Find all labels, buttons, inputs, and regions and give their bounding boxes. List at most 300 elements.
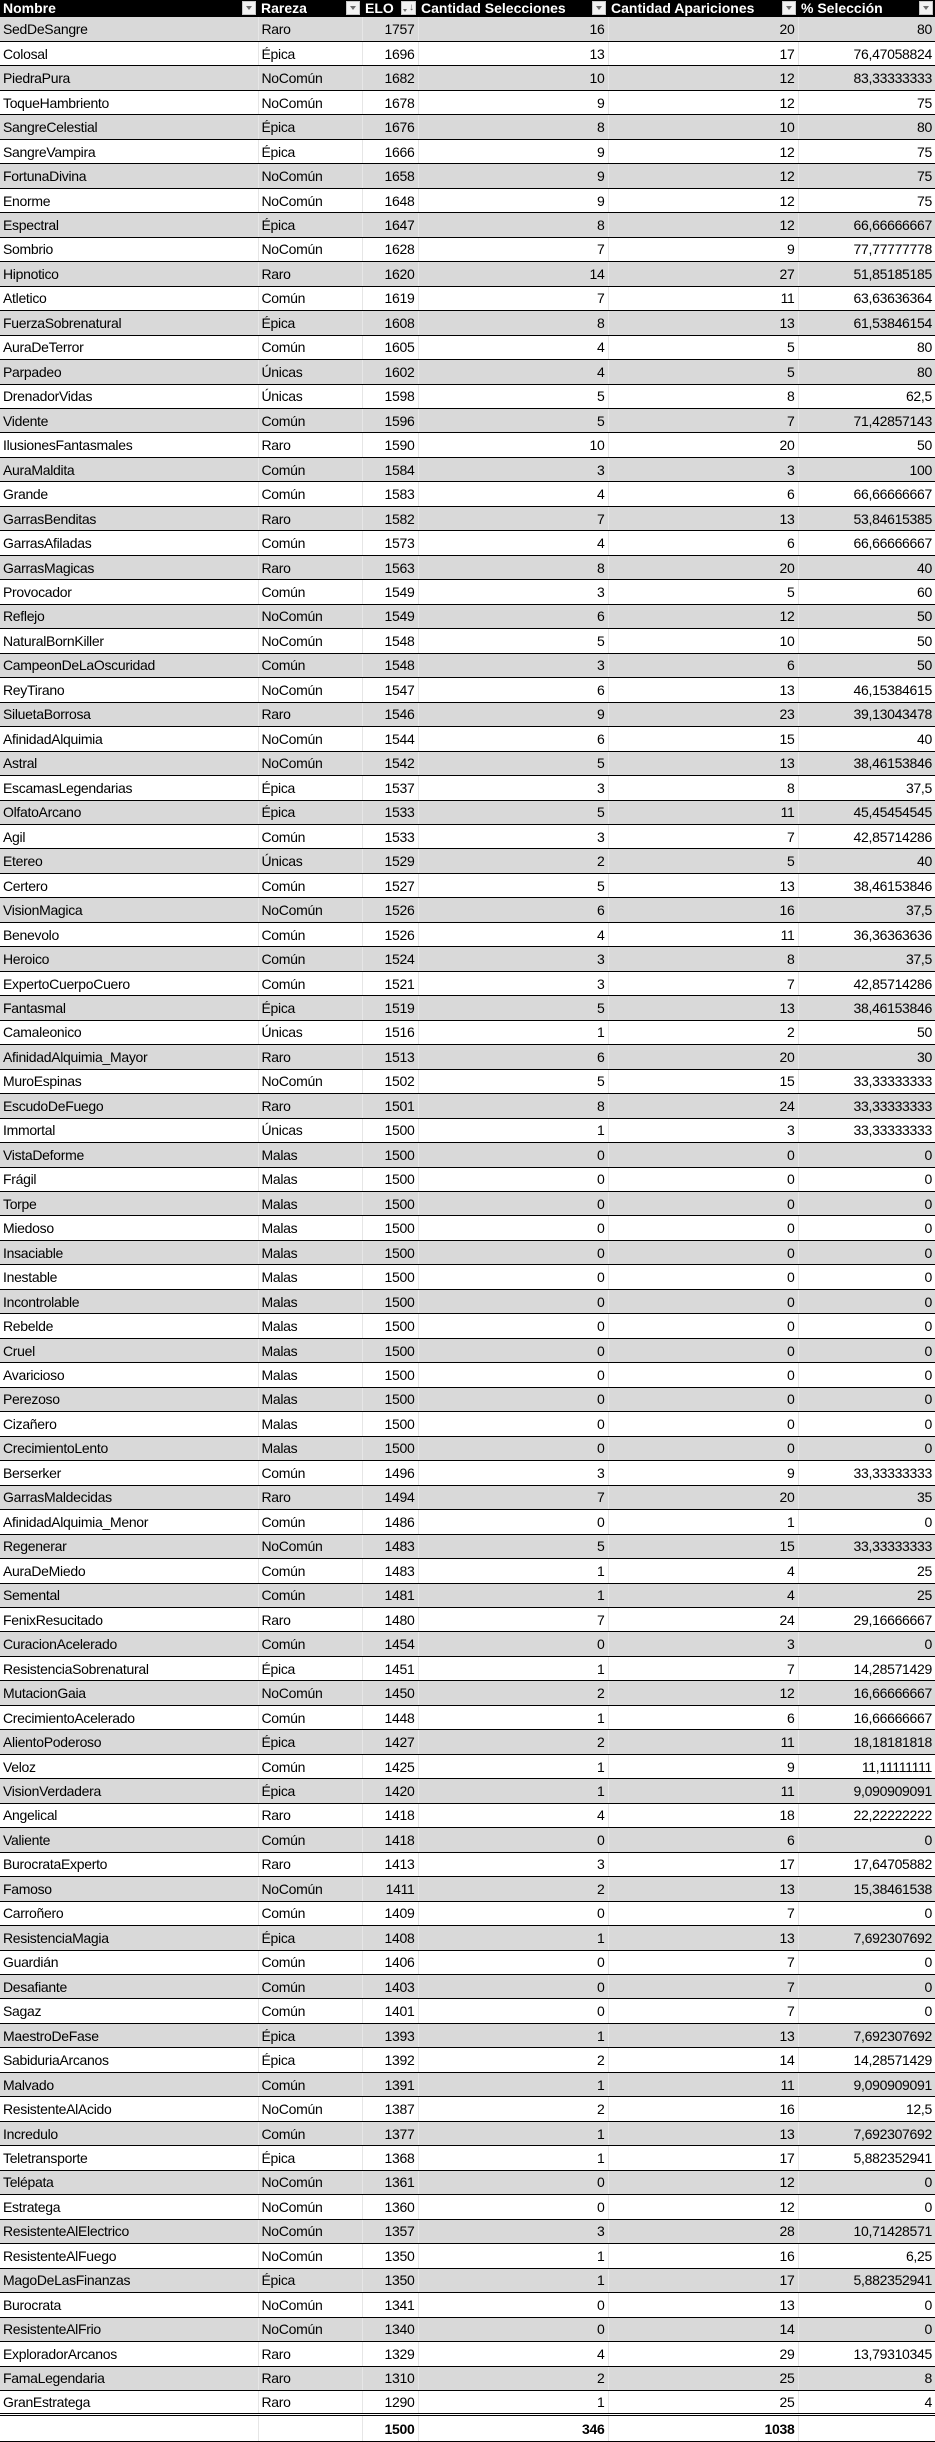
cell-nombre[interactable]: ReyTirano: [0, 678, 258, 702]
cell-porcentaje[interactable]: 38,46153846: [798, 751, 935, 775]
cell-apariciones[interactable]: 12: [608, 1681, 798, 1705]
cell-porcentaje[interactable]: 60: [798, 580, 935, 604]
cell-apariciones[interactable]: 20: [608, 555, 798, 579]
cell-apariciones[interactable]: 0: [608, 1265, 798, 1289]
cell-apariciones[interactable]: 5: [608, 335, 798, 359]
cell-rareza[interactable]: Común: [258, 1559, 362, 1583]
cell-apariciones[interactable]: 5: [608, 580, 798, 604]
cell-porcentaje[interactable]: 39,13043478: [798, 702, 935, 726]
cell-nombre[interactable]: SangreCelestial: [0, 115, 258, 139]
cell-selecciones[interactable]: 9: [418, 90, 608, 114]
header-selecciones[interactable]: [418, 0, 608, 17]
cell-apariciones[interactable]: 12: [608, 164, 798, 188]
cell-nombre[interactable]: SangreVampira: [0, 139, 258, 163]
cell-nombre[interactable]: Enorme: [0, 188, 258, 212]
cell-rareza[interactable]: Épica: [258, 1730, 362, 1754]
cell-nombre[interactable]: ExpertoCuerpoCuero: [0, 971, 258, 995]
cell-apariciones[interactable]: 1: [608, 1510, 798, 1534]
cell-selecciones[interactable]: 0: [418, 1240, 608, 1264]
cell-elo[interactable]: 1757: [362, 17, 418, 41]
cell-elo[interactable]: 1547: [362, 678, 418, 702]
cell-porcentaje[interactable]: 0: [798, 1950, 935, 1974]
filter-dropdown-icon[interactable]: [592, 1, 606, 15]
cell-rareza[interactable]: Malas: [258, 1143, 362, 1167]
cell-elo[interactable]: 1409: [362, 1901, 418, 1925]
cell-rareza[interactable]: Común: [258, 580, 362, 604]
cell-apariciones[interactable]: 15: [608, 1069, 798, 1093]
cell-elo[interactable]: 1647: [362, 213, 418, 237]
cell-selecciones[interactable]: 5: [418, 873, 608, 897]
cell-elo[interactable]: 1526: [362, 898, 418, 922]
cell-apariciones[interactable]: 12: [608, 604, 798, 628]
cell-rareza[interactable]: Raro: [258, 1852, 362, 1876]
cell-selecciones[interactable]: 1: [418, 2390, 608, 2414]
cell-rareza[interactable]: Épica: [258, 1926, 362, 1950]
cell-elo[interactable]: 1500: [362, 1387, 418, 1411]
cell-nombre[interactable]: Astral: [0, 751, 258, 775]
cell-apariciones[interactable]: 0: [608, 1338, 798, 1362]
cell-porcentaje[interactable]: 30: [798, 1045, 935, 1069]
cell-apariciones[interactable]: 12: [608, 213, 798, 237]
cell-nombre[interactable]: SabiduriaArcanos: [0, 2048, 258, 2072]
cell-porcentaje[interactable]: 40: [798, 849, 935, 873]
cell-elo[interactable]: 1542: [362, 751, 418, 775]
cell-selecciones[interactable]: 4: [418, 531, 608, 555]
filter-dropdown-icon[interactable]: [919, 1, 933, 15]
cell-rareza[interactable]: Común: [258, 1828, 362, 1852]
cell-nombre[interactable]: Regenerar: [0, 1534, 258, 1558]
cell-selecciones[interactable]: 5: [418, 409, 608, 433]
cell-porcentaje[interactable]: 46,15384615: [798, 678, 935, 702]
cell-apariciones[interactable]: 0: [608, 1314, 798, 1338]
cell-nombre[interactable]: Sagaz: [0, 1999, 258, 2023]
cell-rareza[interactable]: Malas: [258, 1363, 362, 1387]
cell-elo[interactable]: 1590: [362, 433, 418, 457]
cell-rareza[interactable]: NoComún: [258, 898, 362, 922]
cell-selecciones[interactable]: 0: [418, 1265, 608, 1289]
cell-rareza[interactable]: Épica: [258, 2268, 362, 2292]
cell-porcentaje[interactable]: 75: [798, 90, 935, 114]
cell-rareza[interactable]: Raro: [258, 433, 362, 457]
header-nombre[interactable]: [0, 0, 258, 17]
cell-selecciones[interactable]: 3: [418, 947, 608, 971]
cell-apariciones[interactable]: 7: [608, 1950, 798, 1974]
cell-rareza[interactable]: NoComún: [258, 2195, 362, 2219]
cell-nombre[interactable]: AuraMaldita: [0, 457, 258, 481]
cell-apariciones[interactable]: 13: [608, 1926, 798, 1950]
cell-apariciones[interactable]: 3: [608, 1118, 798, 1142]
cell-rareza[interactable]: Únicas: [258, 360, 362, 384]
filter-dropdown-icon[interactable]: [782, 1, 796, 15]
cell-rareza[interactable]: Raro: [258, 1045, 362, 1069]
cell-nombre[interactable]: BurocrataExperto: [0, 1852, 258, 1876]
cell-selecciones[interactable]: 5: [418, 800, 608, 824]
cell-rareza[interactable]: Raro: [258, 1607, 362, 1631]
cell-elo[interactable]: 1368: [362, 2146, 418, 2170]
cell-nombre[interactable]: Torpe: [0, 1192, 258, 1216]
cell-rareza[interactable]: Malas: [258, 1167, 362, 1191]
cell-nombre[interactable]: ResistenteAlFuego: [0, 2244, 258, 2268]
cell-porcentaje[interactable]: 80: [798, 115, 935, 139]
cell-rareza[interactable]: NoComún: [258, 727, 362, 751]
cell-selecciones[interactable]: 13: [418, 41, 608, 65]
cell-rareza[interactable]: NoComún: [258, 1069, 362, 1093]
cell-rareza[interactable]: Malas: [258, 1412, 362, 1436]
cell-rareza[interactable]: NoComún: [258, 237, 362, 261]
cell-apariciones[interactable]: 16: [608, 898, 798, 922]
cell-selecciones[interactable]: 6: [418, 1045, 608, 1069]
cell-selecciones[interactable]: 3: [418, 2219, 608, 2243]
cell-selecciones[interactable]: 3: [418, 824, 608, 848]
cell-elo[interactable]: 1533: [362, 800, 418, 824]
cell-rareza[interactable]: Común: [258, 824, 362, 848]
cell-apariciones[interactable]: 5: [608, 360, 798, 384]
cell-rareza[interactable]: Raro: [258, 262, 362, 286]
cell-elo[interactable]: 1584: [362, 457, 418, 481]
cell-rareza[interactable]: Únicas: [258, 1020, 362, 1044]
cell-elo[interactable]: 1393: [362, 2023, 418, 2047]
cell-porcentaje[interactable]: 0: [798, 1510, 935, 1534]
cell-selecciones[interactable]: 3: [418, 1461, 608, 1485]
cell-nombre[interactable]: Angelical: [0, 1803, 258, 1827]
cell-rareza[interactable]: NoComún: [258, 2097, 362, 2121]
cell-elo[interactable]: 1583: [362, 482, 418, 506]
cell-apariciones[interactable]: 7: [608, 1901, 798, 1925]
cell-rareza[interactable]: NoComún: [258, 2293, 362, 2317]
cell-porcentaje[interactable]: 53,84615385: [798, 506, 935, 530]
cell-selecciones[interactable]: 8: [418, 311, 608, 335]
cell-elo[interactable]: 1377: [362, 2121, 418, 2145]
cell-elo[interactable]: 1548: [362, 653, 418, 677]
cell-porcentaje[interactable]: 66,66666667: [798, 213, 935, 237]
cell-porcentaje[interactable]: 51,85185185: [798, 262, 935, 286]
cell-nombre[interactable]: Etereo: [0, 849, 258, 873]
cell-porcentaje[interactable]: 7,692307692: [798, 2121, 935, 2145]
cell-elo[interactable]: 1486: [362, 1510, 418, 1534]
cell-rareza[interactable]: NoComún: [258, 629, 362, 653]
cell-elo[interactable]: 1418: [362, 1803, 418, 1827]
cell-porcentaje[interactable]: 40: [798, 727, 935, 751]
cell-rareza[interactable]: Común: [258, 2121, 362, 2145]
cell-apariciones[interactable]: 9: [608, 1754, 798, 1778]
cell-nombre[interactable]: Estratega: [0, 2195, 258, 2219]
cell-elo[interactable]: 1501: [362, 1094, 418, 1118]
sort-descending-icon[interactable]: ↓: [401, 1, 416, 15]
cell-porcentaje[interactable]: 0: [798, 2293, 935, 2317]
cell-elo[interactable]: 1549: [362, 580, 418, 604]
cell-selecciones[interactable]: 9: [418, 139, 608, 163]
cell-nombre[interactable]: Malvado: [0, 2072, 258, 2096]
cell-selecciones[interactable]: 3: [418, 457, 608, 481]
cell-porcentaje[interactable]: 35: [798, 1485, 935, 1509]
cell-porcentaje[interactable]: 75: [798, 164, 935, 188]
cell-elo[interactable]: 1310: [362, 2366, 418, 2390]
cell-rareza[interactable]: Raro: [258, 1803, 362, 1827]
cell-selecciones[interactable]: 1: [418, 1779, 608, 1803]
cell-porcentaje[interactable]: 50: [798, 653, 935, 677]
cell-rareza[interactable]: Común: [258, 457, 362, 481]
cell-porcentaje[interactable]: 77,77777778: [798, 237, 935, 261]
cell-apariciones[interactable]: 0: [608, 1216, 798, 1240]
cell-elo[interactable]: 1519: [362, 996, 418, 1020]
cell-nombre[interactable]: Cruel: [0, 1338, 258, 1362]
cell-elo[interactable]: 1563: [362, 555, 418, 579]
cell-rareza[interactable]: NoComún: [258, 604, 362, 628]
cell-porcentaje[interactable]: 5,882352941: [798, 2268, 935, 2292]
total-rareza[interactable]: [258, 2415, 362, 2442]
cell-nombre[interactable]: Vidente: [0, 409, 258, 433]
cell-rareza[interactable]: NoComún: [258, 66, 362, 90]
cell-elo[interactable]: 1500: [362, 1192, 418, 1216]
header-apariciones[interactable]: [608, 0, 798, 17]
cell-porcentaje[interactable]: 75: [798, 139, 935, 163]
cell-apariciones[interactable]: 18: [608, 1803, 798, 1827]
cell-apariciones[interactable]: 25: [608, 2390, 798, 2414]
cell-selecciones[interactable]: 0: [418, 1412, 608, 1436]
cell-porcentaje[interactable]: 29,16666667: [798, 1607, 935, 1631]
cell-apariciones[interactable]: 20: [608, 1045, 798, 1069]
header-elo[interactable]: [362, 0, 418, 17]
cell-selecciones[interactable]: 8: [418, 1094, 608, 1118]
cell-rareza[interactable]: Malas: [258, 1240, 362, 1264]
cell-nombre[interactable]: DrenadorVidas: [0, 384, 258, 408]
cell-nombre[interactable]: MagoDeLasFinanzas: [0, 2268, 258, 2292]
cell-porcentaje[interactable]: 0: [798, 1143, 935, 1167]
cell-selecciones[interactable]: 0: [418, 1436, 608, 1460]
cell-elo[interactable]: 1527: [362, 873, 418, 897]
cell-porcentaje[interactable]: 0: [798, 1240, 935, 1264]
cell-selecciones[interactable]: 7: [418, 286, 608, 310]
cell-elo[interactable]: 1500: [362, 1216, 418, 1240]
cell-selecciones[interactable]: 4: [418, 482, 608, 506]
cell-nombre[interactable]: MuroEspinas: [0, 1069, 258, 1093]
cell-porcentaje[interactable]: 80: [798, 17, 935, 41]
cell-nombre[interactable]: Atletico: [0, 286, 258, 310]
cell-selecciones[interactable]: 5: [418, 629, 608, 653]
cell-selecciones[interactable]: 1: [418, 1754, 608, 1778]
total-nombre[interactable]: [0, 2415, 258, 2442]
cell-apariciones[interactable]: 12: [608, 2170, 798, 2194]
cell-apariciones[interactable]: 3: [608, 1632, 798, 1656]
cell-elo[interactable]: 1425: [362, 1754, 418, 1778]
cell-elo[interactable]: 1500: [362, 1240, 418, 1264]
cell-apariciones[interactable]: 0: [608, 1167, 798, 1191]
cell-nombre[interactable]: Burocrata: [0, 2293, 258, 2317]
cell-rareza[interactable]: Común: [258, 873, 362, 897]
cell-apariciones[interactable]: 7: [608, 971, 798, 995]
cell-porcentaje[interactable]: 62,5: [798, 384, 935, 408]
cell-elo[interactable]: 1481: [362, 1583, 418, 1607]
cell-elo[interactable]: 1529: [362, 849, 418, 873]
cell-porcentaje[interactable]: 0: [798, 2317, 935, 2341]
cell-nombre[interactable]: AuraDeTerror: [0, 335, 258, 359]
cell-elo[interactable]: 1391: [362, 2072, 418, 2096]
cell-nombre[interactable]: GarrasAfiladas: [0, 531, 258, 555]
cell-elo[interactable]: 1573: [362, 531, 418, 555]
cell-selecciones[interactable]: 1: [418, 2146, 608, 2170]
cell-porcentaje[interactable]: 25: [798, 1583, 935, 1607]
cell-selecciones[interactable]: 8: [418, 115, 608, 139]
cell-nombre[interactable]: Agil: [0, 824, 258, 848]
cell-rareza[interactable]: Común: [258, 1999, 362, 2023]
cell-selecciones[interactable]: 0: [418, 1975, 608, 1999]
cell-elo[interactable]: 1392: [362, 2048, 418, 2072]
cell-nombre[interactable]: Telépata: [0, 2170, 258, 2194]
cell-selecciones[interactable]: 4: [418, 1803, 608, 1827]
cell-rareza[interactable]: Épica: [258, 2146, 362, 2170]
filter-dropdown-icon[interactable]: [242, 1, 256, 15]
cell-elo[interactable]: 1513: [362, 1045, 418, 1069]
cell-porcentaje[interactable]: 80: [798, 360, 935, 384]
cell-apariciones[interactable]: 13: [608, 506, 798, 530]
cell-apariciones[interactable]: 12: [608, 90, 798, 114]
cell-apariciones[interactable]: 16: [608, 2097, 798, 2121]
cell-porcentaje[interactable]: 61,53846154: [798, 311, 935, 335]
cell-porcentaje[interactable]: 0: [798, 1289, 935, 1313]
cell-elo[interactable]: 1406: [362, 1950, 418, 1974]
cell-nombre[interactable]: Frágil: [0, 1167, 258, 1191]
cell-elo[interactable]: 1418: [362, 1828, 418, 1852]
cell-nombre[interactable]: SedDeSangre: [0, 17, 258, 41]
cell-selecciones[interactable]: 0: [418, 2195, 608, 2219]
total-apariciones[interactable]: 1038: [608, 2415, 798, 2442]
cell-selecciones[interactable]: 16: [418, 17, 608, 41]
cell-nombre[interactable]: FamaLegendaria: [0, 2366, 258, 2390]
cell-nombre[interactable]: Insaciable: [0, 1240, 258, 1264]
cell-elo[interactable]: 1403: [362, 1975, 418, 1999]
cell-apariciones[interactable]: 6: [608, 531, 798, 555]
cell-apariciones[interactable]: 9: [608, 1461, 798, 1485]
cell-selecciones[interactable]: 9: [418, 164, 608, 188]
cell-porcentaje[interactable]: 25: [798, 1559, 935, 1583]
cell-rareza[interactable]: Raro: [258, 1094, 362, 1118]
cell-apariciones[interactable]: 17: [608, 41, 798, 65]
cell-elo[interactable]: 1521: [362, 971, 418, 995]
cell-nombre[interactable]: OlfatoArcano: [0, 800, 258, 824]
cell-porcentaje[interactable]: 0: [798, 1901, 935, 1925]
cell-elo[interactable]: 1357: [362, 2219, 418, 2243]
cell-selecciones[interactable]: 9: [418, 188, 608, 212]
cell-rareza[interactable]: NoComún: [258, 751, 362, 775]
cell-selecciones[interactable]: 6: [418, 678, 608, 702]
cell-rareza[interactable]: Malas: [258, 1338, 362, 1362]
cell-selecciones[interactable]: 1: [418, 2244, 608, 2268]
cell-elo[interactable]: 1500: [362, 1314, 418, 1338]
cell-apariciones[interactable]: 17: [608, 2146, 798, 2170]
cell-selecciones[interactable]: 0: [418, 1338, 608, 1362]
cell-apariciones[interactable]: 24: [608, 1607, 798, 1631]
cell-selecciones[interactable]: 2: [418, 2097, 608, 2121]
cell-nombre[interactable]: Heroico: [0, 947, 258, 971]
cell-nombre[interactable]: Fantasmal: [0, 996, 258, 1020]
cell-rareza[interactable]: Común: [258, 2072, 362, 2096]
cell-apariciones[interactable]: 13: [608, 678, 798, 702]
cell-rareza[interactable]: Común: [258, 1461, 362, 1485]
cell-nombre[interactable]: Inestable: [0, 1265, 258, 1289]
cell-nombre[interactable]: CampeonDeLaOscuridad: [0, 653, 258, 677]
cell-selecciones[interactable]: 1: [418, 1559, 608, 1583]
cell-rareza[interactable]: NoComún: [258, 90, 362, 114]
cell-porcentaje[interactable]: 45,45454545: [798, 800, 935, 824]
cell-porcentaje[interactable]: 8: [798, 2366, 935, 2390]
cell-rareza[interactable]: NoComún: [258, 2317, 362, 2341]
cell-elo[interactable]: 1500: [362, 1265, 418, 1289]
cell-apariciones[interactable]: 2: [608, 1020, 798, 1044]
cell-porcentaje[interactable]: 0: [798, 1828, 935, 1852]
cell-selecciones[interactable]: 3: [418, 580, 608, 604]
cell-porcentaje[interactable]: 16,66666667: [798, 1705, 935, 1729]
cell-elo[interactable]: 1682: [362, 66, 418, 90]
cell-porcentaje[interactable]: 33,33333333: [798, 1118, 935, 1142]
cell-apariciones[interactable]: 7: [608, 409, 798, 433]
cell-apariciones[interactable]: 23: [608, 702, 798, 726]
cell-nombre[interactable]: Famoso: [0, 1877, 258, 1901]
cell-nombre[interactable]: AuraDeMiedo: [0, 1559, 258, 1583]
cell-apariciones[interactable]: 4: [608, 1559, 798, 1583]
cell-rareza[interactable]: Épica: [258, 311, 362, 335]
cell-elo[interactable]: 1537: [362, 776, 418, 800]
cell-elo[interactable]: 1500: [362, 1143, 418, 1167]
cell-porcentaje[interactable]: 42,85714286: [798, 971, 935, 995]
cell-elo[interactable]: 1605: [362, 335, 418, 359]
cell-rareza[interactable]: Raro: [258, 702, 362, 726]
cell-porcentaje[interactable]: 36,36363636: [798, 922, 935, 946]
cell-nombre[interactable]: ResistenciaMagia: [0, 1926, 258, 1950]
total-porcentaje[interactable]: [798, 2415, 935, 2442]
cell-apariciones[interactable]: 11: [608, 800, 798, 824]
cell-porcentaje[interactable]: 100: [798, 457, 935, 481]
cell-selecciones[interactable]: 14: [418, 262, 608, 286]
cell-elo[interactable]: 1549: [362, 604, 418, 628]
cell-elo[interactable]: 1546: [362, 702, 418, 726]
cell-rareza[interactable]: Épica: [258, 115, 362, 139]
cell-selecciones[interactable]: 0: [418, 1314, 608, 1338]
cell-nombre[interactable]: MaestroDeFase: [0, 2023, 258, 2047]
cell-rareza[interactable]: Común: [258, 947, 362, 971]
cell-elo[interactable]: 1360: [362, 2195, 418, 2219]
cell-apariciones[interactable]: 13: [608, 2121, 798, 2145]
cell-elo[interactable]: 1524: [362, 947, 418, 971]
cell-rareza[interactable]: Épica: [258, 800, 362, 824]
cell-elo[interactable]: 1696: [362, 41, 418, 65]
cell-nombre[interactable]: Immortal: [0, 1118, 258, 1142]
cell-selecciones[interactable]: 2: [418, 849, 608, 873]
cell-selecciones[interactable]: 0: [418, 2317, 608, 2341]
cell-apariciones[interactable]: 11: [608, 2072, 798, 2096]
cell-porcentaje[interactable]: 16,66666667: [798, 1681, 935, 1705]
cell-nombre[interactable]: Carroñero: [0, 1901, 258, 1925]
cell-apariciones[interactable]: 13: [608, 996, 798, 1020]
cell-apariciones[interactable]: 11: [608, 1779, 798, 1803]
cell-elo[interactable]: 1341: [362, 2293, 418, 2317]
cell-selecciones[interactable]: 1: [418, 2268, 608, 2292]
cell-elo[interactable]: 1666: [362, 139, 418, 163]
cell-rareza[interactable]: Únicas: [258, 849, 362, 873]
cell-porcentaje[interactable]: 0: [798, 1338, 935, 1362]
cell-elo[interactable]: 1496: [362, 1461, 418, 1485]
cell-elo[interactable]: 1411: [362, 1877, 418, 1901]
cell-selecciones[interactable]: 8: [418, 213, 608, 237]
cell-porcentaje[interactable]: 33,33333333: [798, 1069, 935, 1093]
cell-elo[interactable]: 1387: [362, 2097, 418, 2121]
cell-porcentaje[interactable]: 33,33333333: [798, 1461, 935, 1485]
cell-nombre[interactable]: AfinidadAlquimia_Mayor: [0, 1045, 258, 1069]
cell-elo[interactable]: 1350: [362, 2244, 418, 2268]
cell-nombre[interactable]: Veloz: [0, 1754, 258, 1778]
cell-elo[interactable]: 1619: [362, 286, 418, 310]
cell-selecciones[interactable]: 4: [418, 2342, 608, 2366]
cell-porcentaje[interactable]: 37,5: [798, 947, 935, 971]
